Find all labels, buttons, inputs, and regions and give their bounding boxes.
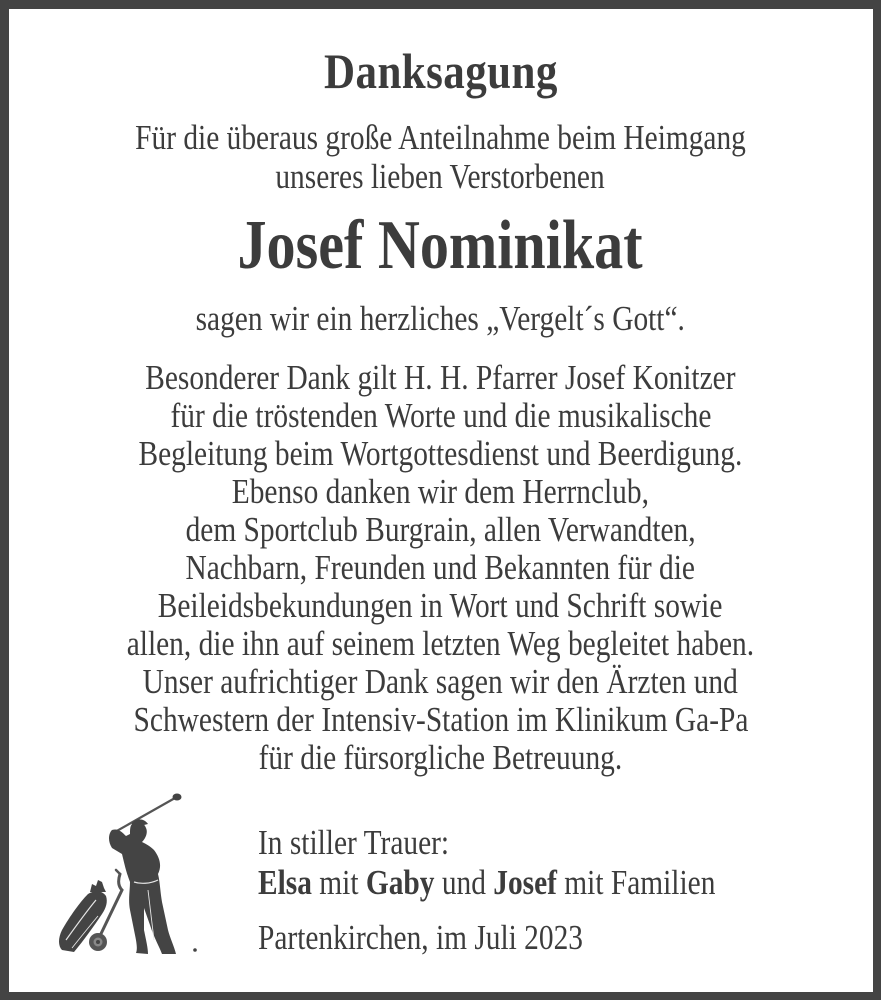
body-line: Begleitung beim Wortgottesdienst und Beerdigung. <box>138 434 743 473</box>
family-name-josef: Josef <box>493 863 557 902</box>
family-name-gaby: Gaby <box>365 863 435 902</box>
body-line: allen, die ihn auf seinem letzten Weg begleitet haben. <box>126 624 755 663</box>
intro-line-2: unseres lieben Verstorbenen <box>275 157 606 196</box>
body-line: Nachbarn, Freunden und Bekannten für die <box>185 548 696 587</box>
body-line: Schwestern der Intensiv-Station im Klinikum Ga-Pa <box>133 700 748 739</box>
deceased-name: Josef Nominikat <box>237 207 644 284</box>
body-line: Ebenso danken wir dem Herrnclub, <box>231 472 650 511</box>
thanks-line: sagen wir ein herzliches „Vergelt´s Gott“. <box>195 299 686 338</box>
body-line: dem Sportclub Burgrain, allen Verwandten, <box>185 510 696 549</box>
intro-line-1: Für die überaus große Anteilnahme beim Heimgang <box>135 118 746 157</box>
place-date: Partenkirchen, im Juli 2023 <box>258 918 583 957</box>
family-line: Elsa mit Gaby und Josef mit Familien <box>258 863 716 902</box>
body-line: Besonderer Dank gilt H. H. Pfarrer Josef Konitzer <box>145 358 736 397</box>
family-name-elsa: Elsa <box>258 863 312 902</box>
mourning-label: In stiller Trauer: <box>258 823 450 862</box>
body-line: Beileidsbekundungen in Wort und Schrift sowie <box>158 586 723 625</box>
body-line: Unser aufrichtiger Dank sagen wir den Ärzten und <box>142 662 739 701</box>
notice-title: Danksagung <box>323 43 558 99</box>
body-line: für die fürsorgliche Betreuung. <box>258 738 623 777</box>
golfer-with-golf-bag-icon <box>50 790 210 960</box>
body-line: für die tröstenden Worte und die musikalische <box>170 396 711 435</box>
